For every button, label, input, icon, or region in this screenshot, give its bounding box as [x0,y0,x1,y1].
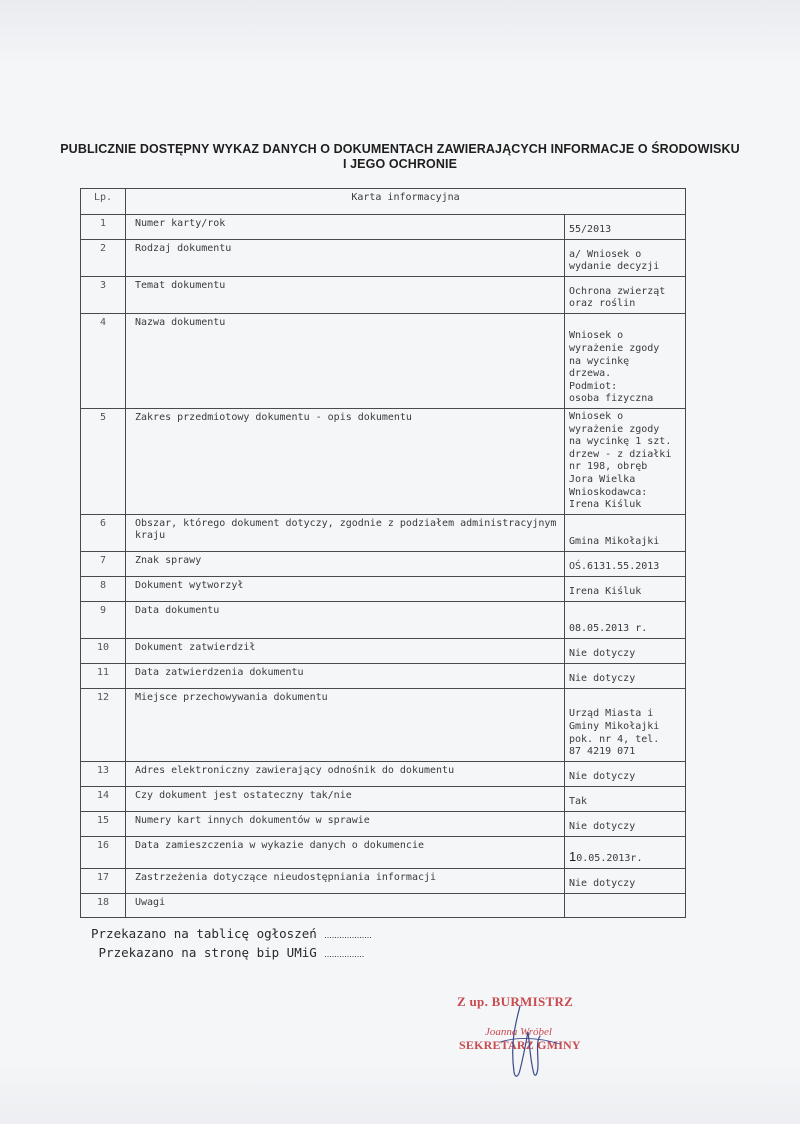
table-row [81,277,686,314]
information-card-table [80,188,686,918]
row-label: Data zatwierdzenia dokumentu [126,663,565,688]
row-label: Zakres przedmiotowy dokumentu - opis dokumentu [126,409,565,515]
row-value: Nie dotyczy [565,868,686,893]
table-row [81,215,686,240]
row-label: Czy dokument jest ostateczny tak/nie [126,786,565,811]
row-number: 6 [81,514,126,551]
row-number: 16 [81,836,126,868]
row-value: Nie dotyczy [565,638,686,663]
row-label: Adres elektroniczny zawierający odnośnik do dokumentu [126,761,565,786]
row-number: 2 [81,240,126,277]
table-row [81,576,686,601]
row-value: Irena Kiśluk [565,576,686,601]
row-number: 14 [81,786,126,811]
footer-line-notice-board: Przekazano na tablicę ogłoszeń ................... [91,926,372,941]
row-label: Uwagi [126,893,565,917]
table-row [81,409,686,515]
table-row [81,663,686,688]
row-number: 1 [81,215,126,240]
header-card: Karta informacyjna [126,189,686,215]
row-number: 7 [81,551,126,576]
row-number: 18 [81,893,126,917]
document-title: PUBLICZNIE DOSTĘPNY WYKAZ DANYCH O DOKUMENTACH ZAWIERAJĄCYCH INFORMACJE O ŚRODOWISKU I JEGO OCHRONIE [60,142,740,171]
row-value: Ochrona zwierząt oraz roślin [565,277,686,314]
row-number: 12 [81,688,126,761]
table-row [81,240,686,277]
row-value: Urząd Miasta i Gminy Mikołajki pok. nr 4, tel. 87 4219 071 [565,688,686,761]
row-value: Nie dotyczy [565,811,686,836]
table-row [81,868,686,893]
row-value: Gmina Mikołajki [565,514,686,551]
table-row [81,314,686,409]
table-row [81,893,686,917]
table-row [81,638,686,663]
row-value: Wniosek o wyrażenie zgody na wycinkę drzewa. Podmiot: osoba fizyczna [565,314,686,409]
row-number: 9 [81,601,126,638]
row-label: Dokument zatwierdził [126,638,565,663]
handwritten-signature [480,1002,570,1082]
row-value: a/ Wniosek o wydanie decyzji [565,240,686,277]
row-label: Dokument wytworzył [126,576,565,601]
table-row [81,688,686,761]
table-row [81,514,686,551]
row-label: Miejsce przechowywania dokumentu [126,688,565,761]
footer-notes [91,925,372,963]
row-label: Zastrzeżenia dotyczące nieudostępniania informacji [126,868,565,893]
row-label: Rodzaj dokumentu [126,240,565,277]
fill-dots: ................... [324,930,372,940]
row-label: Numer karty/rok [126,215,565,240]
row-number: 17 [81,868,126,893]
handwritten-digit: 1 [569,849,577,865]
fill-dots: ................ [324,949,365,959]
table-row [81,761,686,786]
table-row [81,811,686,836]
row-number: 13 [81,761,126,786]
row-value: OŚ.6131.55.2013 [565,551,686,576]
row-value: Nie dotyczy [565,663,686,688]
table-row [81,786,686,811]
table-row [81,601,686,638]
row-number: 3 [81,277,126,314]
table-row [81,836,686,868]
table-header-row [81,189,686,215]
row-value: Tak [565,786,686,811]
row-value: Nie dotyczy [565,761,686,786]
row-label: Nazwa dokumentu [126,314,565,409]
row-value: 0.05.2013r. [576,853,643,865]
row-number: 8 [81,576,126,601]
row-number: 10 [81,638,126,663]
row-label: Data zamieszczenia w wykazie danych o dokumencie [126,836,565,868]
header-lp: Lp. [81,189,126,215]
row-value: 55/2013 [565,215,686,240]
stamp-line: SEKRETARZ GMINY [459,1038,581,1052]
row-number: 5 [81,409,126,515]
row-value [565,893,686,917]
row-number: 4 [81,314,126,409]
row-value: Wniosek o wyrażenie zgody na wycinkę 1 szt. drzew - z działki nr 198, obręb Jora Wielka Wnioskodawca: Irena Kiśluk [565,409,686,515]
row-label: Data dokumentu [126,601,565,638]
table-row [81,551,686,576]
row-number: 15 [81,811,126,836]
footer-line-bip: Przekazano na stronę bip UMiG ................ [91,945,365,960]
row-number: 11 [81,663,126,688]
row-label: Znak sprawy [126,551,565,576]
stamp-line: Z up. BURMISTRZ [457,994,574,1009]
row-value-publication-date [565,836,686,868]
row-label: Numery kart innych dokumentów w sprawie [126,811,565,836]
row-label: Obszar, którego dokument dotyczy, zgodnie z podziałem administracyjnym kraju [126,514,565,551]
row-value: 08.05.2013 r. [565,601,686,638]
row-label: Temat dokumentu [126,277,565,314]
stamp-line: Joanna Wróbel [485,1026,552,1038]
